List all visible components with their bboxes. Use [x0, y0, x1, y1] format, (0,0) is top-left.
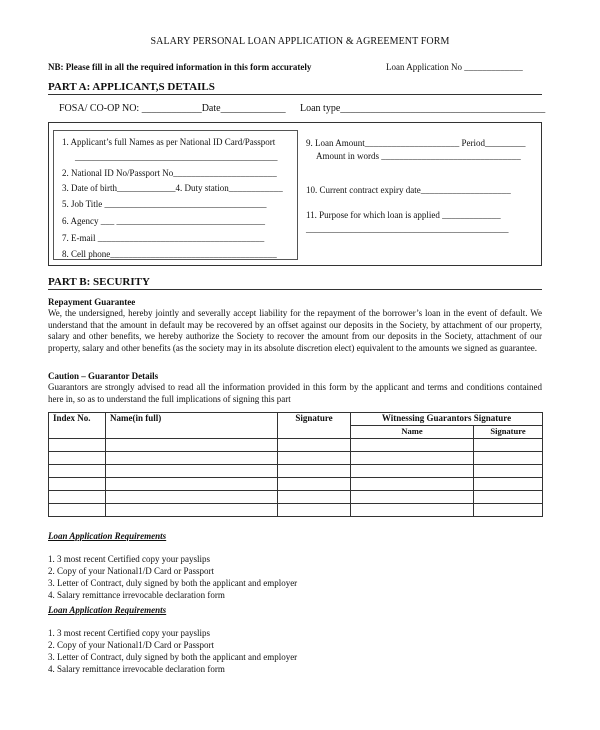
table-row [49, 452, 543, 465]
requirement-item: 1. 3 most recent Certified copy your payslips [48, 628, 210, 638]
fosa-field[interactable]: FOSA/ CO-OP NO: ____________Date_____________ [59, 103, 286, 114]
cell[interactable] [474, 452, 543, 465]
cell[interactable] [474, 465, 543, 478]
cell[interactable] [474, 491, 543, 504]
cell[interactable] [278, 491, 351, 504]
cell[interactable] [351, 465, 474, 478]
loan-type-field[interactable]: Loan type_________________________________________ [300, 103, 546, 114]
part-b-heading: PART B: SECURITY [48, 276, 150, 288]
requirement-item: 2. Copy of your National1/D Card or Passport [48, 640, 214, 650]
contract-expiry-field[interactable]: 10. Current contract expiry date____________________ [306, 185, 511, 195]
requirements-heading-1: Loan Application Requirements [48, 531, 167, 541]
cell[interactable] [474, 478, 543, 491]
part-b-divider [48, 289, 542, 290]
cell[interactable] [351, 478, 474, 491]
national-id-field[interactable]: 2. National ID No/Passport No_______________________ [62, 168, 277, 178]
requirements-heading-2: Loan Application Requirements [48, 605, 167, 615]
table-row [49, 504, 543, 517]
cell[interactable] [49, 504, 106, 517]
cell[interactable] [106, 504, 278, 517]
cell[interactable] [351, 491, 474, 504]
cell[interactable] [106, 465, 278, 478]
loan-application-no-field[interactable]: Loan Application No _____________ [386, 62, 523, 72]
cell[interactable] [278, 452, 351, 465]
header-witness-name: Name [351, 426, 474, 439]
cell[interactable] [49, 478, 106, 491]
cell[interactable] [106, 491, 278, 504]
table-row [49, 465, 543, 478]
requirement-item: 3. Letter of Contract, duly signed by both the applicant and employer [48, 578, 298, 588]
guarantor-table [48, 412, 543, 517]
cell[interactable] [49, 465, 106, 478]
cell[interactable] [49, 452, 106, 465]
requirement-item: 4. Salary remittance irrevocable declaration form [48, 590, 225, 600]
cell[interactable] [278, 465, 351, 478]
amount-in-words-field[interactable]: Amount in words _______________________________ [316, 151, 521, 161]
cell[interactable] [351, 439, 474, 452]
cell[interactable] [278, 478, 351, 491]
header-name-full: Name(in full) [106, 413, 278, 439]
repayment-text: We, the undersigned, hereby jointly and severally accept liability for the repayment of the borrower’s loan in the event of default. We understand that the amount in default may be recovered by an offset against our deposits in the Society, by attachment of our property, salary and other benefits, we hereby authorize the Society to recover the amount from our deposits in the Society, attachment of our property, salary and other benefits (as the society may in its absolute discretion elect) equivalent to the amounts we signed as guarantee. [48, 308, 542, 353]
cell[interactable] [106, 478, 278, 491]
cell[interactable] [106, 439, 278, 452]
cell[interactable] [474, 439, 543, 452]
dob-duty-station-field[interactable]: 3. Date of birth_____________4. Duty station____________ [62, 183, 283, 193]
form-title: SALARY PERSONAL LOAN APPLICATION & AGREEMENT FORM [150, 36, 450, 47]
requirement-item: 4. Salary remittance irrevocable declaration form [48, 664, 225, 674]
nb-note: NB: Please fill in all the required information in this form accurately [48, 62, 312, 72]
table-row [49, 439, 543, 452]
cell[interactable] [278, 504, 351, 517]
loan-amount-field[interactable]: 9. Loan Amount_____________________ Period_________ [306, 138, 526, 148]
cell[interactable] [49, 439, 106, 452]
requirement-item: 1. 3 most recent Certified copy your payslips [48, 554, 210, 564]
caution-heading: Caution – Guarantor Details [48, 371, 159, 381]
header-signature: Signature [278, 413, 351, 439]
loan-purpose-line[interactable]: _____________________________________________ [306, 224, 509, 234]
cell-phone-field[interactable]: 8. Cell phone_____________________________________ [62, 249, 277, 259]
cell[interactable] [351, 504, 474, 517]
loan-purpose-field[interactable]: 11. Purpose for which loan is applied _____________ [306, 210, 501, 220]
cell[interactable] [351, 452, 474, 465]
part-a-heading: PART A: APPLICANT,S DETAILS [48, 81, 215, 93]
header-witness-signature: Signature [474, 426, 543, 439]
table-row [49, 478, 543, 491]
requirement-item: 3. Letter of Contract, duly signed by both the applicant and employer [48, 652, 298, 662]
cell[interactable] [49, 491, 106, 504]
cell[interactable] [106, 452, 278, 465]
applicant-names-field[interactable]: _____________________________________________ [75, 152, 278, 162]
part-a-divider [48, 94, 542, 95]
email-field[interactable]: 7. E-mail _____________________________________ [62, 233, 265, 243]
repayment-heading: Repayment Guarantee [48, 297, 136, 307]
applicant-names-label: 1. Applicant’s full Names as per National ID Card/Passport [62, 137, 276, 147]
header-index-no: Index No. [49, 413, 106, 439]
cell[interactable] [278, 439, 351, 452]
requirement-item: 2. Copy of your National1/D Card or Passport [48, 566, 214, 576]
job-title-field[interactable]: 5. Job Title ____________________________________ [62, 199, 267, 209]
header-witnessing: Witnessing Guarantors Signature [351, 413, 543, 426]
cell[interactable] [474, 504, 543, 517]
agency-field[interactable]: 6. Agency ___ _________________________________ [62, 216, 265, 226]
caution-text: Guarantors are strongly advised to read all the information provided in this form by the applicant and terms and conditions contained here in, so as to understand the full implications of signing this part [48, 382, 542, 404]
table-row [49, 491, 543, 504]
